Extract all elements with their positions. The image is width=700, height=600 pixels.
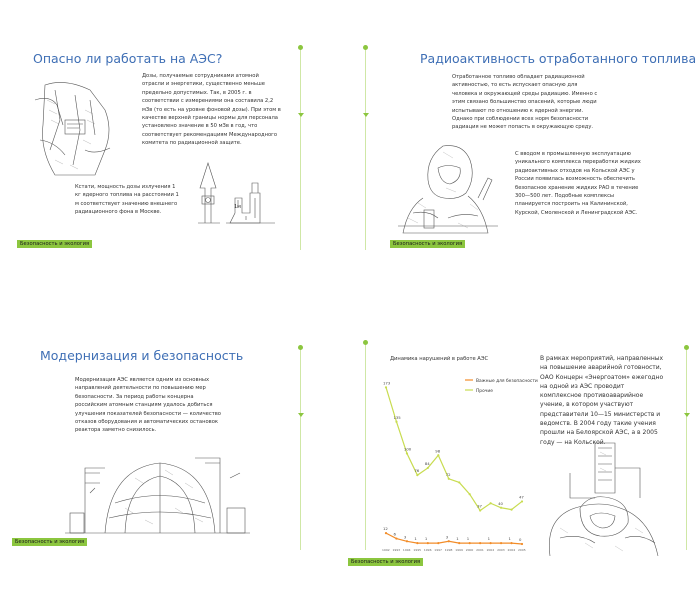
margin-rule	[300, 45, 301, 250]
data-point	[500, 507, 502, 509]
data-label: 12	[383, 526, 388, 532]
data-point	[490, 502, 492, 504]
data-point	[521, 543, 523, 545]
margin-dot	[363, 45, 368, 50]
margin-dot	[363, 340, 368, 345]
legend-label: Важные для безопасности	[476, 378, 538, 384]
chart-title: Динамика нарушений в работе АЭС	[390, 356, 489, 362]
x-tick-label: 2002	[486, 548, 495, 552]
margin-dot	[298, 45, 303, 50]
data-point	[437, 454, 439, 456]
svg-text:1м: 1м	[234, 204, 241, 210]
chart-x-axis	[382, 548, 526, 552]
margin-dot	[298, 345, 303, 350]
paragraph: В рамках мероприятий, направленных на повышение аварийной готовности, ОАО Концерн «Энергоатом» ежегодно на одной из АЭС проводит комплексное противоаварийное учение, в котором участвуют представители 10—15 министерств и ведомств. В 2004 году такие учения прошли на Белоярской АЭС, а в 2005 году — на Кольской.	[540, 355, 664, 446]
data-point	[427, 542, 429, 544]
data-point	[416, 542, 418, 544]
page-4	[350, 300, 700, 600]
margin-rule	[365, 45, 366, 250]
paragraph: С вводом в промышленную эксплуатацию уникального комплекса переработки жидких радиоактивных отходов на Кольской АЭС у России появилась возможность обеспечить безопасное хранение жидких РАО в течение 300—500 лет. Подобные комплексы планируется построить на Калининской, Курской, Смоленской и Ленинградской АЭС.	[515, 151, 641, 216]
x-tick-label: 2003	[497, 548, 505, 552]
data-point	[448, 478, 450, 480]
data-point	[416, 474, 418, 476]
data-point	[385, 386, 387, 388]
margin-rule-right	[686, 345, 687, 550]
paragraph: Кстати, мощность дозы излучения 1 кг ядерного топлива на расстоянии 1 м соответствует значению внешнего радиационного фона в Москве.	[75, 184, 179, 216]
x-tick-label: 1993	[392, 548, 401, 552]
data-label: 1	[508, 536, 511, 542]
page-title: Опасно ли работать на АЭС?	[33, 51, 223, 66]
chart-legend	[465, 377, 538, 394]
data-point	[437, 542, 439, 544]
section-tag: Безопасность и экология	[17, 240, 92, 248]
margin-rule	[300, 345, 301, 550]
x-tick-label: 2005	[518, 548, 526, 552]
data-point	[510, 508, 512, 510]
data-point	[469, 542, 471, 544]
margin-arrow-icon	[684, 413, 690, 417]
x-tick-label: 1996	[423, 548, 432, 552]
data-point	[395, 537, 397, 539]
violations-chart	[370, 348, 538, 558]
margin-arrow-icon	[363, 113, 369, 117]
data-point	[490, 542, 492, 544]
paragraph: Отработанное топливо обладает радиационной активностью, то есть испускает опасную для человека и окружающей среды радиацию. Именно с этим связано большинство опасений, которые люди испытывают по отношению к ядерной энергии. Однако при соблюдении всех норм безопасности радиация не может попасть в окружающую среду.	[452, 74, 598, 131]
legend-label: Прочие	[476, 388, 493, 394]
data-point	[395, 421, 397, 423]
section-tag: Безопасность и экология	[348, 558, 423, 566]
data-point	[385, 532, 387, 534]
data-point	[479, 509, 481, 511]
data-label: 37	[477, 503, 482, 509]
data-label: 100	[403, 446, 412, 452]
paragraph: Дозы, получаемые сотрудниками атомной отрасли и энергетики, существенно меньше предельно допустимых. Так, в 2005 г. в соответствии с измерениями она составила 2,2 мЗв (то есть на уровне фоновой дозы). При этом в качестве верхней границы нормы для персонала установлено значение в 50 мЗв в год, что соответствует рекомендациям Международного комитета по радиационной защите.	[142, 73, 281, 147]
data-label: 76	[414, 468, 420, 474]
data-label: 1	[466, 536, 470, 542]
data-point	[469, 493, 471, 495]
reactor-dome-sketch	[65, 448, 250, 538]
chart-series	[383, 380, 524, 545]
data-label: 84	[424, 460, 430, 466]
data-point	[406, 452, 408, 454]
data-label: 3	[445, 534, 449, 540]
data-label: 6	[393, 531, 396, 537]
x-tick-label: 1992	[382, 548, 390, 552]
data-point	[458, 542, 460, 544]
worker-protective-suit-sketch	[388, 138, 503, 238]
page-2	[350, 0, 700, 300]
page-title: Модернизация и безопасность	[40, 348, 244, 363]
x-tick-label: 2004	[507, 548, 516, 552]
margin-arrow-icon	[298, 413, 304, 417]
data-label: 40	[498, 500, 503, 506]
x-tick-label: 1994	[402, 548, 411, 552]
x-tick-label: 1998	[444, 548, 453, 552]
x-tick-label: 2000	[465, 548, 474, 552]
data-label: 0	[519, 537, 522, 542]
data-label: 173	[383, 380, 391, 386]
data-point	[448, 540, 450, 542]
data-point	[479, 542, 481, 544]
data-point	[521, 500, 523, 502]
data-label: 135	[393, 414, 401, 420]
margin-dot	[684, 345, 689, 350]
data-point	[510, 542, 512, 544]
x-tick-label: 1995	[413, 548, 422, 552]
data-label: 1	[456, 536, 459, 542]
data-label: 98	[435, 448, 441, 454]
data-point	[406, 540, 408, 542]
data-label: 1	[424, 536, 428, 542]
data-point	[500, 542, 502, 544]
x-tick-label: 1997	[434, 548, 442, 552]
data-label: 1	[414, 536, 417, 542]
data-label: 47	[519, 494, 524, 500]
margin-rule	[365, 340, 366, 550]
page-3	[0, 300, 350, 600]
data-point	[458, 481, 460, 483]
x-tick-label: 1999	[455, 548, 463, 552]
paragraph: Модернизация АЭС является одним из основных направлений деятельности по повышению мер безопасности. За период работы концерна российским атомным станциям удалось добиться улучшения показателей безопасности — количество отказов оборудования и автоматических остановок реактора заметно снизилось.	[75, 377, 221, 434]
firefighter-sketch	[540, 438, 670, 558]
kremlin-sketch	[190, 158, 280, 228]
data-label: 1	[487, 536, 491, 542]
page-title: Радиоактивность отработанного топлива	[420, 51, 697, 66]
margin-arrow-icon	[298, 113, 304, 117]
section-tag: Безопасность и экология	[12, 538, 87, 546]
data-label: 3	[403, 534, 407, 540]
page-1	[0, 0, 350, 300]
worker-sketch	[35, 80, 117, 180]
data-label: 72	[445, 471, 451, 477]
x-tick-label: 2001	[476, 548, 484, 552]
data-point	[427, 467, 429, 469]
section-tag: Безопасность и экология	[390, 240, 465, 248]
